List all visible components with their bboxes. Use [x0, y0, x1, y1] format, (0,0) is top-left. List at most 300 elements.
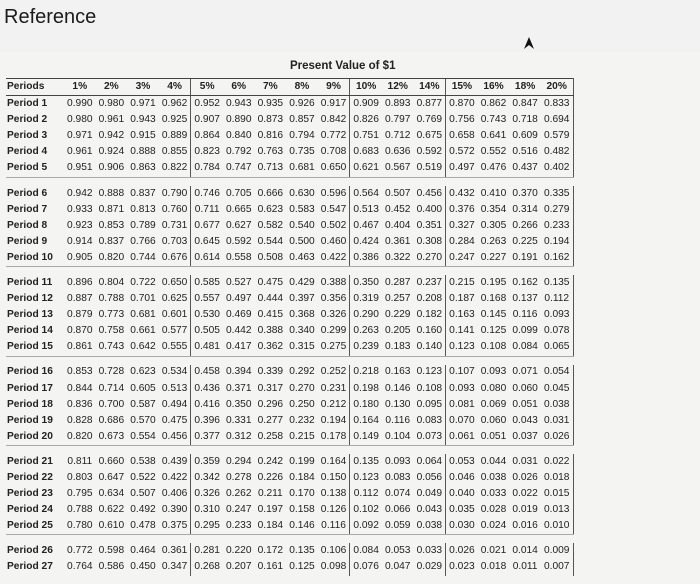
- table-cell: 0.942: [67, 187, 93, 199]
- table-cell: 0.053: [384, 545, 411, 557]
- table-cell: 0.507: [384, 187, 411, 199]
- table-cell: 0.014: [512, 545, 538, 557]
- period-label: Period 6: [7, 187, 48, 199]
- table-cell: 0.070: [446, 413, 478, 429]
- table-cell: 0.647: [98, 472, 125, 483]
- table-cell: 0.225: [512, 235, 538, 247]
- table-cell: 0.022: [512, 488, 538, 500]
- table-cell: 0.247: [446, 250, 478, 267]
- table-cell: 0.045: [541, 381, 573, 397]
- table-cell: 0.215: [446, 275, 478, 291]
- period-label: Period 20: [6, 429, 64, 446]
- table-cell: 0.456: [416, 187, 443, 199]
- table-cell: 0.037: [509, 429, 541, 446]
- table-cell: 0.388: [257, 325, 284, 337]
- table-cell: 0.069: [480, 398, 507, 410]
- table-cell: 0.022: [541, 454, 573, 470]
- table-cell: 0.645: [191, 234, 223, 250]
- table-cell: 0.665: [226, 203, 252, 215]
- table-cell: 0.018: [541, 470, 573, 486]
- table-cell: 0.051: [512, 398, 538, 410]
- table-cell: 0.233: [223, 518, 255, 535]
- table-cell: 0.476: [478, 160, 510, 177]
- table-cell: 0.016: [509, 518, 541, 535]
- table-cell: 0.971: [67, 130, 93, 142]
- table-cell: 0.676: [159, 250, 191, 267]
- table-cell: 0.084: [350, 543, 382, 559]
- table-cell: 0.275: [318, 339, 350, 356]
- table-cell: 0.861: [64, 339, 96, 356]
- table-cell: 0.756: [446, 112, 478, 128]
- table-cell: 0.071: [512, 366, 538, 378]
- table-cell: 0.961: [98, 114, 125, 126]
- page-title: Reference: [4, 6, 97, 28]
- table-cell: 0.351: [416, 219, 443, 231]
- period-label: Period 4: [7, 146, 48, 158]
- table-cell: 0.681: [286, 160, 318, 177]
- table-cell: 0.497: [446, 160, 478, 177]
- table-cell: 0.074: [384, 488, 411, 500]
- table-cell: 0.758: [98, 325, 125, 337]
- table-row: [6, 413, 573, 429]
- table-cell: 0.308: [416, 235, 443, 247]
- table-row: [6, 307, 573, 323]
- table-cell: 0.713: [255, 160, 287, 177]
- table-cell: 0.415: [257, 309, 284, 321]
- table-cell: 0.450: [130, 561, 156, 573]
- table-cell: 0.763: [257, 146, 284, 158]
- table-cell: 0.924: [98, 146, 125, 158]
- column-header-rate: 20%: [541, 79, 573, 96]
- table-cell: 0.879: [67, 309, 93, 321]
- table-cell: 0.813: [130, 203, 156, 215]
- table-row: [6, 470, 573, 486]
- table-cell: 0.208: [416, 293, 443, 305]
- table-cell: 0.116: [318, 518, 350, 535]
- table-cell: 0.837: [98, 235, 125, 247]
- table-cell: 0.368: [289, 309, 315, 321]
- table-cell: 0.570: [130, 414, 156, 426]
- table-cell: 0.279: [541, 202, 573, 218]
- table-cell: 0.116: [385, 414, 411, 426]
- table-cell: 0.923: [67, 219, 93, 231]
- table-cell: 0.497: [226, 293, 252, 305]
- period-label: Period 25: [6, 518, 64, 535]
- table-row: [6, 429, 573, 446]
- table-cell: 0.482: [541, 144, 573, 160]
- table-cell: 0.623: [130, 366, 156, 378]
- table-cell: 0.703: [161, 235, 188, 247]
- row-group-spacer: [6, 535, 573, 544]
- table-row: [6, 218, 573, 234]
- table-cell: 0.828: [67, 414, 93, 426]
- table-cell: 0.029: [416, 561, 443, 573]
- period-label: Period 27: [7, 561, 53, 573]
- table-cell: 0.460: [320, 235, 347, 247]
- table-cell: 0.317: [257, 382, 284, 394]
- table-cell: 0.263: [350, 323, 382, 339]
- table-cell: 0.463: [286, 250, 318, 267]
- table-cell: 0.043: [416, 504, 443, 516]
- table-cell: 0.747: [223, 160, 255, 177]
- table-cell: 0.694: [541, 112, 573, 128]
- table-cell: 0.769: [416, 114, 443, 126]
- table-cell: 0.299: [320, 325, 347, 337]
- table-cell: 0.054: [541, 365, 573, 381]
- table-cell: 0.943: [226, 98, 252, 110]
- table-cell: 0.481: [191, 339, 223, 356]
- table-cell: 0.207: [226, 561, 252, 573]
- table-row: [6, 397, 573, 413]
- table-cell: 0.870: [446, 96, 478, 113]
- table-cell: 0.031: [541, 413, 573, 429]
- table-cell: 0.233: [541, 218, 573, 234]
- table-cell: 0.478: [127, 518, 159, 535]
- table-cell: 0.015: [541, 486, 573, 502]
- table-cell: 0.507: [130, 488, 156, 500]
- table-cell: 0.371: [226, 382, 252, 394]
- table-cell: 0.458: [191, 365, 223, 381]
- period-label: Period 19: [7, 414, 53, 426]
- table-cell: 0.361: [161, 545, 188, 557]
- table-cell: 0.530: [191, 307, 223, 323]
- period-label: Period 16: [7, 366, 53, 378]
- column-header-rate: 5%: [191, 79, 223, 96]
- table-cell: 0.339: [257, 366, 284, 378]
- table-cell: 0.326: [191, 486, 223, 502]
- table-cell: 0.564: [350, 186, 382, 202]
- table-cell: 0.797: [384, 114, 411, 126]
- table-cell: 0.184: [289, 472, 315, 483]
- period-label: Period 21: [7, 455, 53, 467]
- table-cell: 0.961: [67, 146, 93, 158]
- period-label: Period 2: [7, 114, 48, 126]
- table-cell: 0.083: [416, 414, 443, 426]
- column-header-rate: 15%: [446, 79, 478, 96]
- period-label: Period 10: [6, 250, 64, 267]
- row-group-spacer: [6, 177, 573, 186]
- table-row: [6, 186, 573, 202]
- table-cell: 0.229: [384, 309, 411, 321]
- row-group-spacer: [6, 356, 573, 365]
- table-cell: 0.278: [226, 472, 252, 483]
- table-cell: 0.093: [480, 366, 507, 378]
- table-cell: 0.211: [257, 488, 283, 500]
- table-cell: 0.790: [161, 187, 188, 199]
- table-cell: 0.049: [416, 488, 443, 500]
- table-cell: 0.744: [127, 250, 159, 267]
- table-cell: 0.871: [98, 203, 125, 215]
- table-cell: 0.284: [446, 234, 478, 250]
- table-cell: 0.212: [320, 398, 347, 410]
- table-cell: 0.625: [161, 293, 188, 305]
- table-cell: 0.019: [512, 504, 538, 516]
- table-cell: 0.327: [446, 218, 478, 234]
- table-cell: 0.700: [98, 398, 125, 410]
- table-cell: 0.028: [480, 504, 507, 516]
- table-cell: 0.429: [289, 276, 315, 288]
- table-cell: 0.138: [320, 488, 347, 500]
- table-cell: 0.432: [446, 186, 478, 202]
- table-cell: 0.326: [320, 309, 347, 321]
- table-cell: 0.658: [446, 128, 478, 144]
- table-cell: 0.125: [480, 325, 507, 337]
- table-cell: 0.011: [512, 561, 538, 573]
- table-cell: 0.146: [286, 518, 318, 535]
- period-label: Period 9: [7, 235, 48, 247]
- period-label: Period 7: [7, 203, 48, 215]
- table-cell: 0.890: [226, 114, 252, 126]
- table-cell: 0.587: [130, 398, 156, 410]
- table-row: [6, 454, 573, 470]
- table-cell: 0.853: [67, 366, 93, 378]
- table-cell: 0.558: [223, 250, 255, 267]
- column-header-rate: 3%: [127, 79, 159, 96]
- table-cell: 0.714: [98, 382, 125, 394]
- table-cell: 0.475: [257, 276, 284, 288]
- table-cell: 0.287: [384, 276, 411, 288]
- table-row: [6, 486, 573, 502]
- table-cell: 0.095: [416, 398, 443, 410]
- table-cell: 0.123: [446, 339, 478, 356]
- table-cell: 0.746: [191, 186, 223, 202]
- table-cell: 0.701: [130, 293, 156, 305]
- table-cell: 0.007: [541, 560, 573, 576]
- table-cell: 0.614: [191, 250, 223, 267]
- table-cell: 0.056: [416, 472, 443, 483]
- table-cell: 0.980: [67, 114, 93, 126]
- table-cell: 0.592: [226, 235, 252, 247]
- table-cell: 0.410: [480, 187, 507, 199]
- table-cell: 0.475: [161, 414, 188, 426]
- table-cell: 0.340: [289, 325, 315, 337]
- table-cell: 0.184: [255, 518, 287, 535]
- table-cell: 0.031: [512, 455, 538, 467]
- table-cell: 0.598: [98, 545, 125, 557]
- table-cell: 0.163: [446, 307, 478, 323]
- table-cell: 0.888: [130, 146, 156, 158]
- table-cell: 0.823: [191, 144, 223, 160]
- table-cell: 0.935: [257, 98, 284, 110]
- table-cell: 0.516: [512, 146, 538, 158]
- table-row: [6, 112, 573, 128]
- table-cell: 0.257: [384, 293, 411, 305]
- table-cell: 0.102: [350, 502, 382, 518]
- table-cell: 0.708: [320, 146, 347, 158]
- table-cell: 0.312: [223, 429, 255, 446]
- table-cell: 0.164: [350, 413, 382, 429]
- table-cell: 0.605: [130, 382, 156, 394]
- table-cell: 0.896: [67, 276, 93, 288]
- table-row: [6, 250, 573, 267]
- table-cell: 0.437: [509, 160, 541, 177]
- table-cell: 0.990: [67, 98, 93, 110]
- table-cell: 0.066: [384, 504, 411, 516]
- table-cell: 0.582: [257, 219, 284, 231]
- column-header-rate: 8%: [286, 79, 318, 96]
- table-cell: 0.666: [257, 187, 284, 199]
- table-cell: 0.126: [320, 504, 347, 516]
- table-cell: 0.661: [130, 325, 156, 337]
- table-cell: 0.073: [414, 429, 446, 446]
- table-cell: 0.502: [320, 219, 347, 231]
- table-cell: 0.043: [512, 414, 538, 426]
- period-label: Period 1: [7, 98, 48, 110]
- table-cell: 0.971: [130, 98, 156, 110]
- table-cell: 0.888: [98, 187, 125, 199]
- table-cell: 0.943: [130, 114, 156, 126]
- table-cell: 0.164: [320, 455, 347, 467]
- table-cell: 0.252: [320, 366, 347, 378]
- table-cell: 0.555: [159, 339, 191, 356]
- table-cell: 0.907: [191, 112, 223, 128]
- table-cell: 0.836: [67, 398, 93, 410]
- table-cell: 0.198: [350, 381, 382, 397]
- table-cell: 0.162: [541, 250, 573, 267]
- table-cell: 0.735: [289, 146, 315, 158]
- table-cell: 0.247: [226, 504, 252, 516]
- table-row: [6, 275, 573, 291]
- table-row: [6, 202, 573, 218]
- table-cell: 0.123: [350, 470, 382, 486]
- table-row: [6, 560, 573, 576]
- table-cell: 0.572: [446, 144, 478, 160]
- table-cell: 0.416: [191, 397, 223, 413]
- table-cell: 0.544: [257, 235, 284, 247]
- table-cell: 0.519: [414, 160, 446, 177]
- table-cell: 0.080: [480, 382, 507, 394]
- table-cell: 0.281: [191, 543, 223, 559]
- row-group-spacer: [6, 267, 573, 276]
- table-cell: 0.422: [161, 472, 188, 483]
- table-cell: 0.540: [289, 219, 315, 231]
- table-cell: 0.375: [159, 518, 191, 535]
- table-cell: 0.743: [96, 339, 128, 356]
- column-header-rate: 12%: [382, 79, 414, 96]
- table-row: [6, 234, 573, 250]
- table-cell: 0.926: [289, 98, 315, 110]
- table-cell: 0.557: [191, 291, 223, 307]
- table-cell: 0.722: [130, 276, 156, 288]
- table-cell: 0.705: [226, 187, 252, 199]
- period-label: Period 24: [7, 504, 53, 516]
- period-label: Period 23: [7, 488, 53, 500]
- period-label: Period 5: [6, 160, 64, 177]
- table-cell: 0.250: [289, 398, 315, 410]
- table-cell: 0.660: [98, 455, 125, 467]
- table-row: [6, 323, 573, 339]
- table-cell: 0.053: [446, 454, 478, 470]
- table-cell: 0.686: [98, 414, 125, 426]
- table-cell: 0.906: [96, 160, 128, 177]
- table-cell: 0.386: [350, 250, 382, 267]
- header-bar: [0, 0, 700, 40]
- table-cell: 0.092: [350, 518, 382, 535]
- table-cell: 0.826: [350, 112, 382, 128]
- table-cell: 0.359: [191, 454, 223, 470]
- table-cell: 0.842: [320, 114, 347, 126]
- table-cell: 0.642: [127, 339, 159, 356]
- table-cell: 0.064: [416, 455, 443, 467]
- table-cell: 0.622: [98, 504, 125, 516]
- table-cell: 0.547: [320, 203, 347, 215]
- table-cell: 0.390: [161, 504, 188, 516]
- table-cell: 0.731: [161, 219, 188, 231]
- table-cell: 0.061: [446, 429, 478, 446]
- table-cell: 0.951: [64, 160, 96, 177]
- table-cell: 0.794: [289, 130, 315, 142]
- table-cell: 0.804: [98, 276, 125, 288]
- table-cell: 0.046: [446, 470, 478, 486]
- table-cell: 0.168: [480, 293, 507, 305]
- table-cell: 0.925: [161, 114, 188, 126]
- table-cell: 0.194: [541, 234, 573, 250]
- table-row: [6, 160, 573, 177]
- column-header-periods: Periods: [6, 79, 64, 96]
- table-cell: 0.857: [289, 114, 315, 126]
- table-cell: 0.035: [446, 502, 478, 518]
- table-cell: 0.135: [541, 275, 573, 291]
- table-cell: 0.141: [446, 323, 478, 339]
- table-cell: 0.712: [384, 130, 411, 142]
- table-cell: 0.469: [226, 309, 252, 321]
- table-cell: 0.149: [350, 429, 382, 446]
- table-cell: 0.187: [446, 291, 478, 307]
- table-cell: 0.047: [384, 561, 411, 573]
- table-cell: 0.310: [191, 502, 223, 518]
- table-cell: 0.780: [64, 518, 96, 535]
- table-cell: 0.296: [257, 398, 284, 410]
- table-cell: 0.315: [286, 339, 318, 356]
- table-cell: 0.023: [446, 560, 478, 576]
- table-cell: 0.811: [67, 455, 93, 467]
- table-cell: 0.060: [480, 414, 507, 426]
- table-cell: 0.033: [416, 545, 443, 557]
- table-cell: 0.195: [480, 276, 507, 288]
- table-cell: 0.394: [226, 366, 252, 378]
- table-cell: 0.362: [255, 339, 287, 356]
- table-cell: 0.905: [64, 250, 96, 267]
- table-cell: 0.242: [257, 455, 284, 467]
- table-cell: 0.513: [350, 202, 382, 218]
- table-cell: 0.630: [289, 187, 315, 199]
- table-cell: 0.889: [161, 130, 188, 142]
- table-row: [6, 291, 573, 307]
- table-cell: 0.577: [161, 325, 188, 337]
- table-cell: 0.263: [480, 235, 507, 247]
- table-body: [6, 96, 573, 576]
- mouse-pointer-icon: [522, 36, 536, 50]
- table-cell: 0.673: [96, 429, 128, 446]
- table-cell: 0.442: [226, 325, 252, 337]
- table-cell: 0.104: [382, 429, 414, 446]
- table-cell: 0.051: [478, 429, 510, 446]
- table-cell: 0.952: [191, 96, 223, 113]
- table-cell: 0.760: [161, 203, 188, 215]
- table-row: [6, 365, 573, 381]
- table-cell: 0.220: [226, 545, 252, 557]
- table-cell: 0.464: [130, 545, 156, 557]
- table-cell: 0.266: [512, 219, 538, 231]
- table-cell: 0.377: [191, 429, 223, 446]
- table-cell: 0.009: [541, 543, 573, 559]
- table-cell: 0.863: [127, 160, 159, 177]
- table-cell: 0.098: [320, 561, 347, 573]
- table-cell: 0.161: [257, 561, 284, 573]
- table-cell: 0.290: [350, 307, 382, 323]
- table-cell: 0.081: [446, 397, 478, 413]
- table-cell: 0.513: [161, 382, 188, 394]
